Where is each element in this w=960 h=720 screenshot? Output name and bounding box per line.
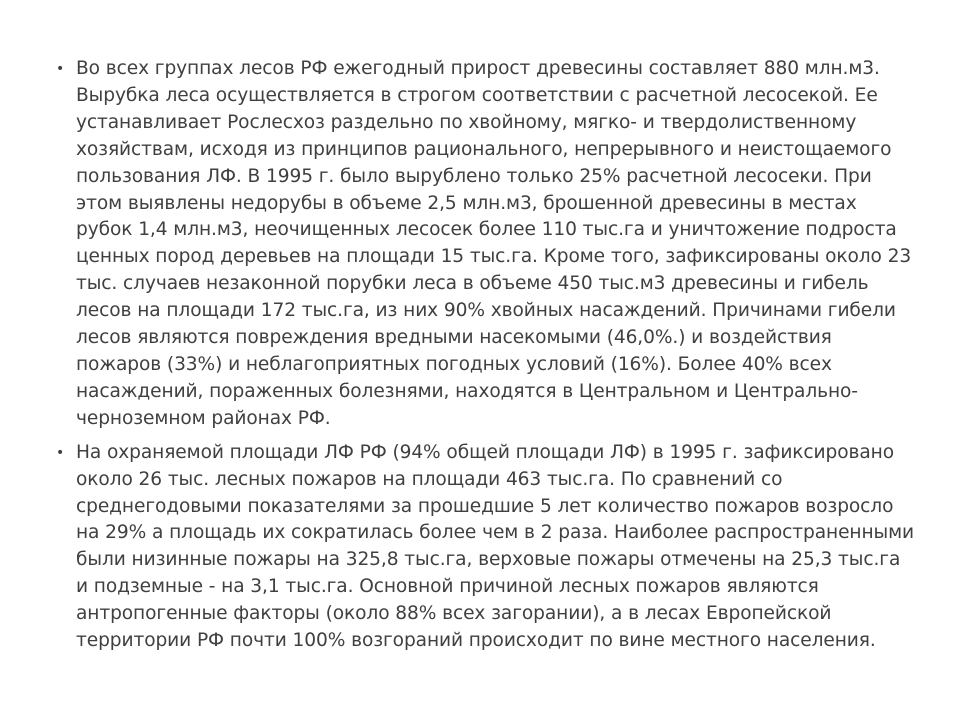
- bullet-list: [56, 56, 916, 655]
- bullet-dot-icon: •: [56, 444, 65, 461]
- bullet-text: Во всех группах лесов РФ ежегодный прирост древесины составляет 880 млн.м3. Вырубка леса осуществляется в строгом соответствии с расчетной лесосекой. Ее устанавливает Рослесхоз раздельно по хвойному, мягко- и твердолиственному хозяйствам, исходя из принципов рационального, непрерывного и неистощаемого пользования ЛФ. В 1995 г. было вырублено только 25% расчетной лесосеки. При этом выявлены недорубы в объеме 2,5 млн.м3, брошенной древесины в местах рубок 1,4 млн.м3, неочищенных лесосек более 110 тыс.га и уничтожение подроста ценных пород деревьев на площади 15 тыс.га. Кроме того, зафиксированы около 23 тыс. случаев незаконной порубки леса в объеме 450 тыс.м3 древесины и гибель лесов на площади 172 тыс.га, из них 90% хвойных насаждений. Причинами гибели лесов являются повреждения вредными насекомыми (46,0%.) и воздействия пожаров (33%) и неблагоприятных погодных условий (16%). Более 40% всех насаждений, пораженных болезнями, находятся в Центральном и Центрально-черноземном районах РФ.: [76, 58, 912, 429]
- bullet-item: [56, 440, 916, 655]
- bullet-dot-icon: •: [56, 61, 65, 77]
- bullet-item: [56, 56, 916, 433]
- bullet-text: На охраняемой площади ЛФ РФ (94% общей площади ЛФ) в 1995 г. зафиксировано около 26 тыс. лесных пожаров на площади 463 тыс.га. По сравнений со среднегодовыми показателями за прошедшие 5 лет количество пожаров возросло на 29% а площадь их сократилась более чем в 2 раза. Наиболее распространенными были низинные пожары на 325,8 тыс.га, верховые пожары отмечены на 25,3 тыс.га и подземные - на 3,1 тыс.га. Основной причиной лесных пожаров являются антропогенные факторы (около 88% всех загорании), а в лесах Европейской территории РФ почти 100% возгораний происходит по вине местного населения.: [76, 441, 915, 652]
